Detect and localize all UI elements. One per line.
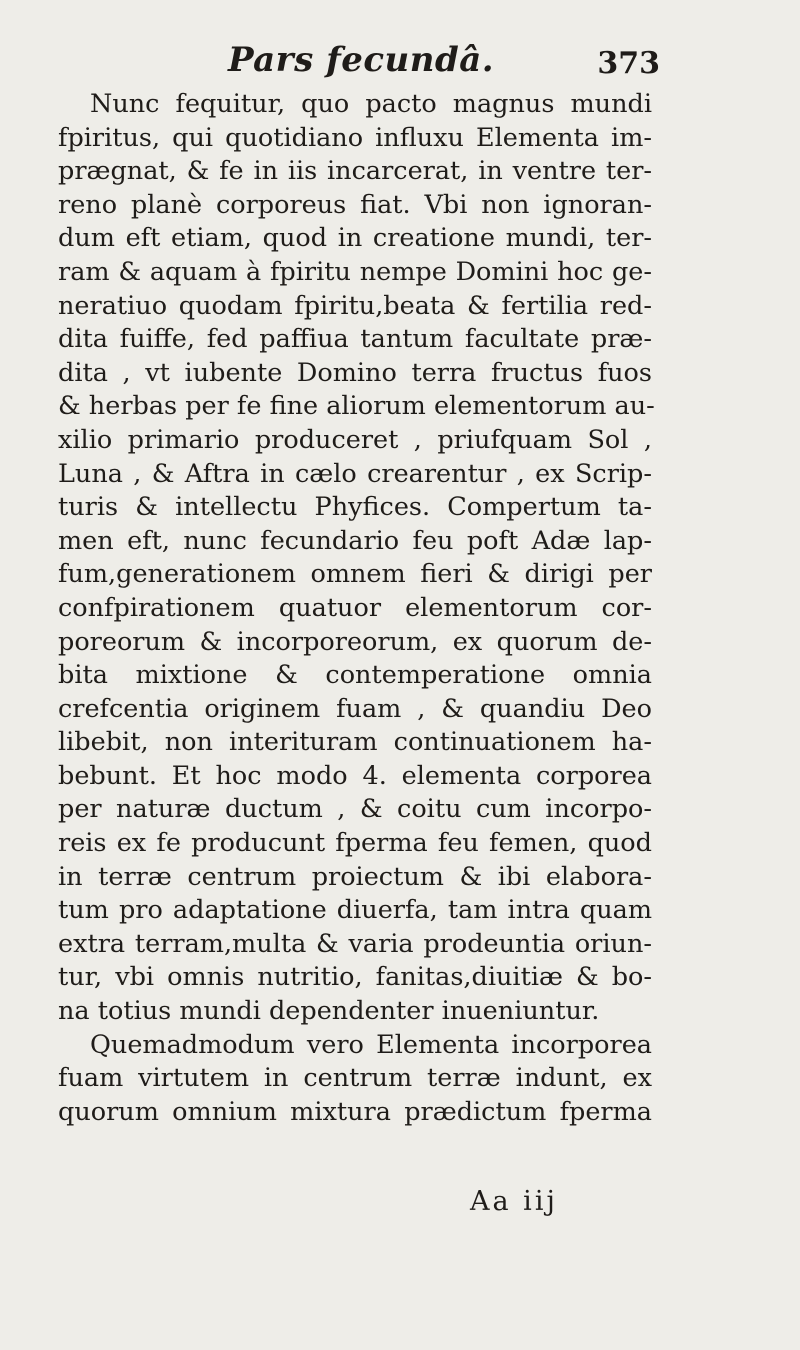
text-line: Quemadmodum vero Elementa incorporea <box>90 1029 652 1060</box>
text-line: & herbas per fe fine aliorum elementorum au- <box>58 391 655 422</box>
running-head <box>60 40 660 90</box>
text-line: fpiritus, qui quotidiano influxu Elementa im- <box>58 122 652 153</box>
text-line: libebit, non interituram continuationem ha- <box>58 727 652 758</box>
text-line: confpirationem quatuor elementorum cor- <box>58 592 652 623</box>
text-line: dum eft etiam, quod in creatione mundi, ter- <box>58 223 652 254</box>
text-line: Nunc fequitur, quo pacto magnus mundi <box>90 89 652 119</box>
text-line: reno planè corporeus fiat. Vbi non ignoran- <box>58 189 652 220</box>
text-line: tur, vbi omnis nutritio, fanitas,diuitiæ & bo- <box>58 962 652 993</box>
text-line: dita fuiffe, fed paffiua tantum facultate præ- <box>58 324 652 355</box>
text-line: extra terram,multa & varia prodeuntia oriun- <box>58 928 652 959</box>
text-line: na totius mundi dependenter inueniuntur. <box>58 996 600 1027</box>
body-text <box>58 88 655 1129</box>
text-line: dita , vt iubente Domino terra fructus fuos <box>58 357 652 388</box>
running-head-title: Pars fecundâ. <box>228 40 495 80</box>
text-line: bebunt. Et hoc modo 4. elementa corporea <box>58 760 652 791</box>
text-line: xilio primario produceret , priufquam Sol , <box>58 424 652 455</box>
text-line: turis & intellectu Phyfices. Compertum ta- <box>58 492 652 523</box>
text-line: quorum omnium mixtura prædictum fperma <box>58 1096 652 1127</box>
text-line: fum,generationem omnem fieri & dirigi per <box>58 559 652 590</box>
page-number: 373 <box>597 46 660 81</box>
text-line: per naturæ ductum , & coitu cum incorpo- <box>58 794 652 825</box>
text-line: fuam virtutem in centrum terræ indunt, ex <box>58 1063 652 1094</box>
text-line: ram & aquam à fpiritu nempe Domini hoc ge- <box>58 256 652 287</box>
text-line: crefcentia originem fuam , & quandiu Deo <box>58 693 652 724</box>
text-line: poreorum & incorporeorum, ex quorum de- <box>58 626 652 657</box>
text-line: tum pro adaptatione diuerfa, tam intra quam <box>58 895 652 926</box>
signature-mark: Aa iij <box>470 1186 558 1217</box>
text-line: Luna , & Aftra in cælo crearentur , ex Scrip- <box>58 458 652 489</box>
text-line: men eft, nunc fecundario feu poft Adæ lap- <box>58 525 652 556</box>
text-line: bita mixtione & contemperatione omnia <box>58 660 652 691</box>
text-line: in terræ centrum proiectum & ibi elabora- <box>58 861 652 892</box>
text-line: neratiuo quodam fpiritu,beata & fertilia red- <box>58 290 652 321</box>
text-line: reis ex fe producunt fperma feu femen, quod <box>58 828 652 859</box>
text-line: prægnat, & fe in iis incarcerat, in ventre ter- <box>58 156 652 187</box>
